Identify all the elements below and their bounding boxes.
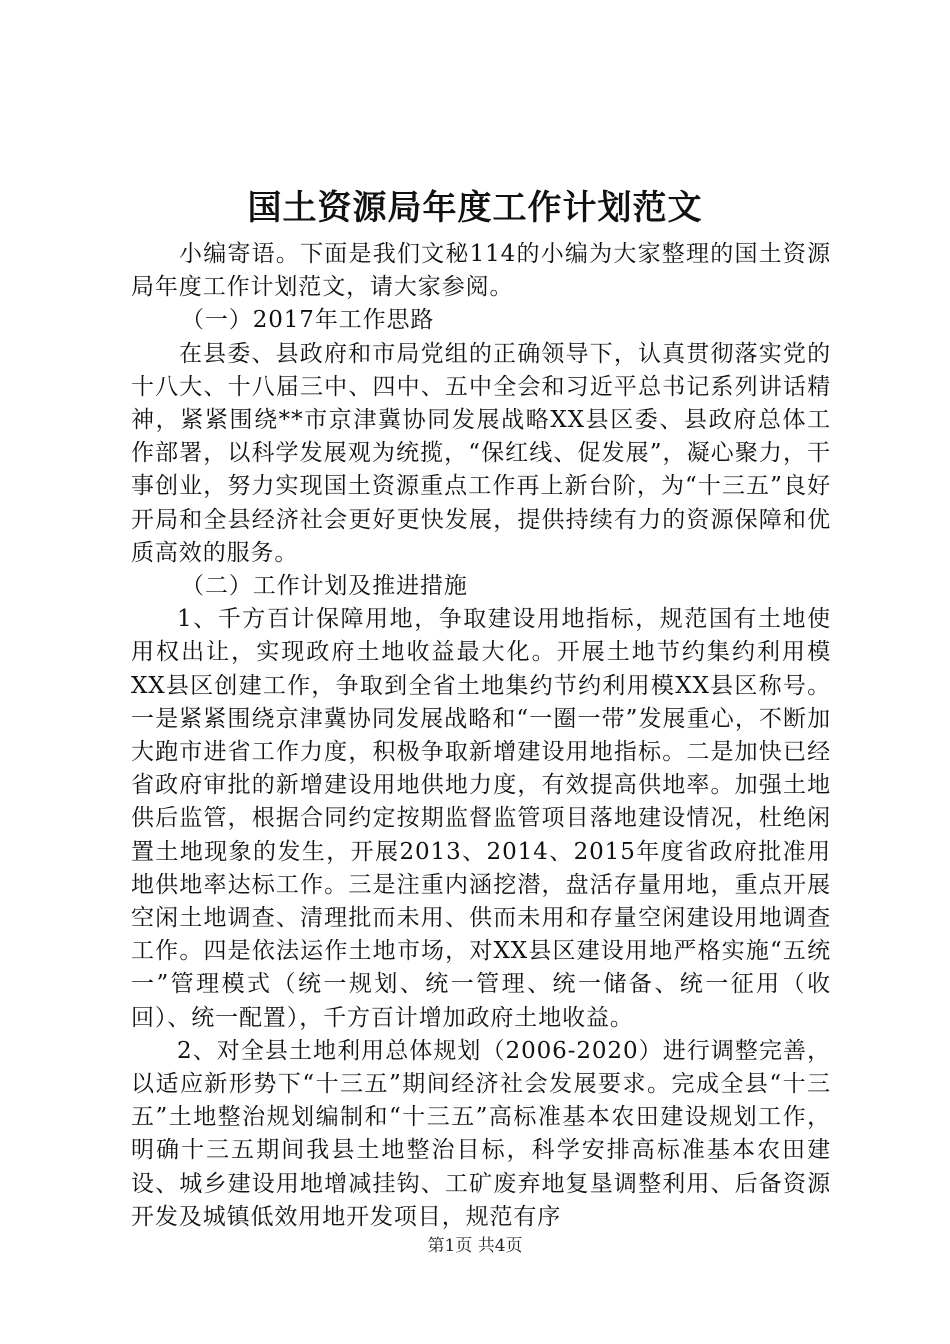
body-paragraph-3: 2、对全县土地利用总体规划（2006-2020）进行调整完善，以适应新形势下“十三五”期间经济社会发展要求。完成全县“十三五”土地整治规划编制和“十三五”高标准基本农田建设规划工作，明确十三五期间我县土地整治目标，科学安排高标准基本农田建设、城乡建设用地增减挂钩、工矿废弃地复垦调整利用、后备资源开发及城镇低效用地开发项目，规范有序	[131, 1037, 831, 1230]
section-heading-1: （一）2017年工作思路	[181, 307, 435, 334]
section-heading-2: （二）工作计划及推进措施	[181, 573, 468, 600]
body-paragraph-2: 1、千方百计保障用地，争取建设用地指标，规范国有土地使用权出让，实现政府土地收益最大化。开展土地节约集约利用模XX县区创建工作，争取到全省土地集约节约利用模XX县区称号。一是紧紧围绕京津冀协同发展战略和“一圈一带”发展重心，不断加大跑市进省工作力度，积极争取新增建设用地指标。二是加快已经省政府审批的新增建设用地供地力度，有效提高供地率。加强土地供后监管，根据合同约定按期监督监管项目落地建设情况，杜绝闲置土地现象的发生，开展2013、2014、2015年度省政府批准用地供地率达标工作。三是注重内涵挖潜，盘活存量用地，重点开展空闲土地调查、清理批而未用、供而未用和存量空闲建设用地调查工作。四是依法运作土地市场，对XX县区建设用地严格实施“五统一”管理模式（统一规划、统一管理、统一储备、统一征用（收回）、统一配置），千方百计增加政府土地收益。	[131, 606, 831, 1031]
page-footer: 第1页 共4页	[427, 1236, 523, 1256]
document-title: 国土资源局年度工作计划范文	[247, 188, 703, 228]
intro-paragraph: 小编寄语。下面是我们文秘114的小编为大家整理的国土资源局年度工作计划范文，请大家参阅。	[131, 241, 831, 301]
document-body	[131, 238, 831, 1234]
body-paragraph-1: 在县委、县政府和市局党组的正确领导下，认真贯彻落实党的十八大、十八届三中、四中、五中全会和习近平总书记系列讲话精神，紧紧围绕**市京津冀协同发展战略XX县区委、县政府总体工作部署，以科学发展观为统揽，“保红线、促发展”，凝心聚力，干事创业，努力实现国土资源重点工作再上新台阶，为“十三五”良好开局和全县经济社会更好更快发展，提供持续有力的资源保障和优质高效的服务。	[131, 340, 831, 566]
